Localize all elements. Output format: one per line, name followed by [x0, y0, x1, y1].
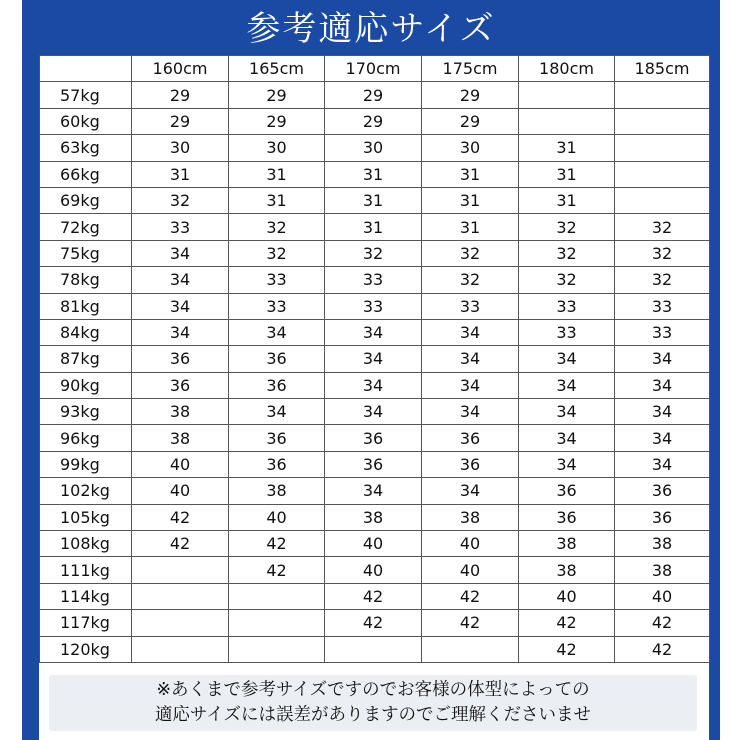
- size-cell: 29: [325, 108, 422, 134]
- size-cell: 38: [422, 504, 519, 530]
- size-cell: 34: [132, 240, 229, 266]
- size-cell: 42: [325, 610, 422, 636]
- weight-label: 87kg: [40, 346, 132, 372]
- size-cell: 40: [519, 583, 615, 609]
- table-row: [40, 240, 710, 266]
- size-cell: 38: [519, 557, 615, 583]
- weight-label: 99kg: [40, 451, 132, 477]
- size-cell: 31: [422, 214, 519, 240]
- table-row: [40, 478, 710, 504]
- size-cell: 31: [325, 214, 422, 240]
- size-cell: [615, 187, 710, 213]
- size-cell: 29: [229, 82, 325, 108]
- size-cell: 40: [132, 478, 229, 504]
- size-cell: 42: [519, 636, 615, 662]
- weight-label: 96kg: [40, 425, 132, 451]
- size-cell: 38: [132, 425, 229, 451]
- table-row: [40, 636, 710, 662]
- table-row: [40, 557, 710, 583]
- size-cell: 34: [325, 346, 422, 372]
- table-row: [40, 82, 710, 108]
- weight-label: 102kg: [40, 478, 132, 504]
- size-cell: 33: [422, 293, 519, 319]
- size-cell: 34: [325, 372, 422, 398]
- size-cell: 36: [519, 504, 615, 530]
- table-row: [40, 531, 710, 557]
- size-cell: [519, 82, 615, 108]
- table-row: [40, 187, 710, 213]
- weight-label: 66kg: [40, 161, 132, 187]
- size-cell: 34: [325, 319, 422, 345]
- size-cell: [132, 583, 229, 609]
- size-cell: 31: [519, 135, 615, 161]
- size-cell: 32: [519, 240, 615, 266]
- size-cell: [132, 557, 229, 583]
- table-row: [40, 504, 710, 530]
- weight-label: 69kg: [40, 187, 132, 213]
- disclaimer-line-1: ※あくまで参考サイズですのでお客様の体型によっての: [156, 680, 590, 700]
- size-cell: 40: [422, 557, 519, 583]
- size-cell: 33: [519, 293, 615, 319]
- size-cell: 36: [325, 425, 422, 451]
- size-cell: 30: [132, 135, 229, 161]
- size-cell: 38: [229, 478, 325, 504]
- size-cell: 30: [422, 135, 519, 161]
- size-cell: [132, 610, 229, 636]
- size-cell: 36: [325, 451, 422, 477]
- size-cell: 33: [615, 319, 710, 345]
- size-cell: 30: [325, 135, 422, 161]
- size-cell: 31: [132, 161, 229, 187]
- size-cell: 42: [229, 531, 325, 557]
- weight-label: 78kg: [40, 267, 132, 293]
- size-cell: 34: [325, 478, 422, 504]
- size-cell: 34: [519, 372, 615, 398]
- size-cell: 32: [422, 240, 519, 266]
- chart-title: 参考適応サイズ: [246, 8, 496, 49]
- height-header: 175cm: [422, 56, 519, 82]
- size-cell: 32: [615, 240, 710, 266]
- table-row: [40, 451, 710, 477]
- size-cell: 33: [229, 267, 325, 293]
- size-cell: [615, 82, 710, 108]
- size-cell: 29: [229, 108, 325, 134]
- size-cell: 34: [422, 478, 519, 504]
- size-cell: 34: [132, 267, 229, 293]
- header-row: [40, 56, 710, 82]
- size-cell: 34: [519, 425, 615, 451]
- size-cell: 34: [422, 319, 519, 345]
- size-cell: 31: [325, 161, 422, 187]
- disclaimer-note: [49, 675, 697, 731]
- size-table: [39, 55, 710, 663]
- table-row: [40, 399, 710, 425]
- weight-label: 57kg: [40, 82, 132, 108]
- table-row: [40, 135, 710, 161]
- size-cell: 34: [132, 293, 229, 319]
- size-cell: 31: [519, 187, 615, 213]
- size-cell: [615, 135, 710, 161]
- size-cell: 36: [615, 478, 710, 504]
- size-cell: 34: [615, 372, 710, 398]
- size-cell: 32: [132, 187, 229, 213]
- table-row: [40, 372, 710, 398]
- size-cell: 36: [132, 346, 229, 372]
- size-cell: 32: [519, 267, 615, 293]
- table-row: [40, 319, 710, 345]
- size-cell: 34: [615, 451, 710, 477]
- size-cell: 34: [615, 425, 710, 451]
- size-cell: 40: [325, 557, 422, 583]
- size-cell: 31: [229, 187, 325, 213]
- size-cell: 42: [615, 610, 710, 636]
- size-cell: 31: [519, 161, 615, 187]
- size-cell: [229, 636, 325, 662]
- table-row: [40, 293, 710, 319]
- size-cell: 29: [132, 108, 229, 134]
- size-cell: 33: [615, 293, 710, 319]
- table-row: [40, 346, 710, 372]
- size-cell: [615, 161, 710, 187]
- height-header: 160cm: [132, 56, 229, 82]
- size-cell: 33: [229, 293, 325, 319]
- size-cell: 32: [615, 267, 710, 293]
- size-cell: 34: [229, 319, 325, 345]
- size-cell: [325, 636, 422, 662]
- size-cell: 32: [229, 240, 325, 266]
- size-cell: 36: [422, 451, 519, 477]
- weight-label: 117kg: [40, 610, 132, 636]
- size-cell: 29: [422, 108, 519, 134]
- size-cell: 29: [325, 82, 422, 108]
- height-header: 165cm: [229, 56, 325, 82]
- size-cell: 34: [132, 319, 229, 345]
- size-cell: 40: [615, 583, 710, 609]
- size-cell: 34: [519, 451, 615, 477]
- size-cell: 34: [519, 346, 615, 372]
- table-row: [40, 610, 710, 636]
- weight-label: 90kg: [40, 372, 132, 398]
- size-cell: [132, 636, 229, 662]
- size-cell: 31: [422, 187, 519, 213]
- size-cell: 38: [325, 504, 422, 530]
- weight-label: 93kg: [40, 399, 132, 425]
- size-cell: 42: [422, 610, 519, 636]
- weight-label: 105kg: [40, 504, 132, 530]
- size-cell: 42: [519, 610, 615, 636]
- size-cell: 29: [422, 82, 519, 108]
- size-cell: 36: [229, 451, 325, 477]
- table-row: [40, 425, 710, 451]
- size-cell: 34: [229, 399, 325, 425]
- weight-label: 84kg: [40, 319, 132, 345]
- size-cell: 34: [519, 399, 615, 425]
- size-cell: 32: [325, 240, 422, 266]
- size-cell: 38: [615, 557, 710, 583]
- size-cell: 40: [132, 451, 229, 477]
- weight-label: 63kg: [40, 135, 132, 161]
- height-header: 170cm: [325, 56, 422, 82]
- table-row: [40, 214, 710, 240]
- size-cell: 34: [422, 346, 519, 372]
- corner-cell: [40, 56, 132, 82]
- size-cell: 31: [229, 161, 325, 187]
- size-cell: 42: [325, 583, 422, 609]
- size-cell: 34: [615, 346, 710, 372]
- size-cell: 40: [422, 531, 519, 557]
- weight-label: 108kg: [40, 531, 132, 557]
- size-cell: 36: [422, 425, 519, 451]
- size-cell: 40: [325, 531, 422, 557]
- table-body: [40, 82, 710, 663]
- size-cell: [422, 636, 519, 662]
- table-row: [40, 583, 710, 609]
- table-row: [40, 161, 710, 187]
- size-cell: 42: [422, 583, 519, 609]
- size-cell: 36: [229, 346, 325, 372]
- weight-label: 75kg: [40, 240, 132, 266]
- size-cell: 34: [422, 372, 519, 398]
- size-cell: 40: [229, 504, 325, 530]
- size-cell: [229, 583, 325, 609]
- table-row: [40, 267, 710, 293]
- size-cell: [519, 108, 615, 134]
- size-cell: [229, 610, 325, 636]
- size-cell: 31: [325, 187, 422, 213]
- size-cell: 31: [422, 161, 519, 187]
- size-cell: 29: [132, 82, 229, 108]
- size-cell: 34: [325, 399, 422, 425]
- height-header: 185cm: [615, 56, 710, 82]
- size-cell: 34: [422, 399, 519, 425]
- size-cell: 42: [615, 636, 710, 662]
- size-cell: 32: [229, 214, 325, 240]
- table-row: [40, 108, 710, 134]
- size-cell: 30: [229, 135, 325, 161]
- size-cell: 33: [132, 214, 229, 240]
- size-cell: 38: [519, 531, 615, 557]
- weight-label: 120kg: [40, 636, 132, 662]
- size-table-panel: [39, 55, 709, 740]
- size-cell: 42: [132, 504, 229, 530]
- size-cell: 36: [132, 372, 229, 398]
- size-cell: 38: [615, 531, 710, 557]
- size-cell: 33: [325, 267, 422, 293]
- disclaimer-line-2: 適応サイズには誤差がありますのでご理解くださいませ: [154, 705, 592, 725]
- size-cell: 36: [615, 504, 710, 530]
- size-cell: 33: [519, 319, 615, 345]
- size-cell: 36: [229, 372, 325, 398]
- size-cell: 38: [132, 399, 229, 425]
- size-cell: 34: [615, 399, 710, 425]
- weight-label: 81kg: [40, 293, 132, 319]
- height-header: 180cm: [519, 56, 615, 82]
- size-cell: 32: [422, 267, 519, 293]
- size-chart-frame: [22, 0, 720, 740]
- size-cell: 32: [615, 214, 710, 240]
- weight-label: 111kg: [40, 557, 132, 583]
- weight-label: 114kg: [40, 583, 132, 609]
- size-cell: 42: [229, 557, 325, 583]
- size-cell: 42: [132, 531, 229, 557]
- size-cell: 36: [519, 478, 615, 504]
- weight-label: 72kg: [40, 214, 132, 240]
- size-cell: 32: [519, 214, 615, 240]
- size-cell: 36: [229, 425, 325, 451]
- size-cell: [615, 108, 710, 134]
- size-cell: 33: [325, 293, 422, 319]
- weight-label: 60kg: [40, 108, 132, 134]
